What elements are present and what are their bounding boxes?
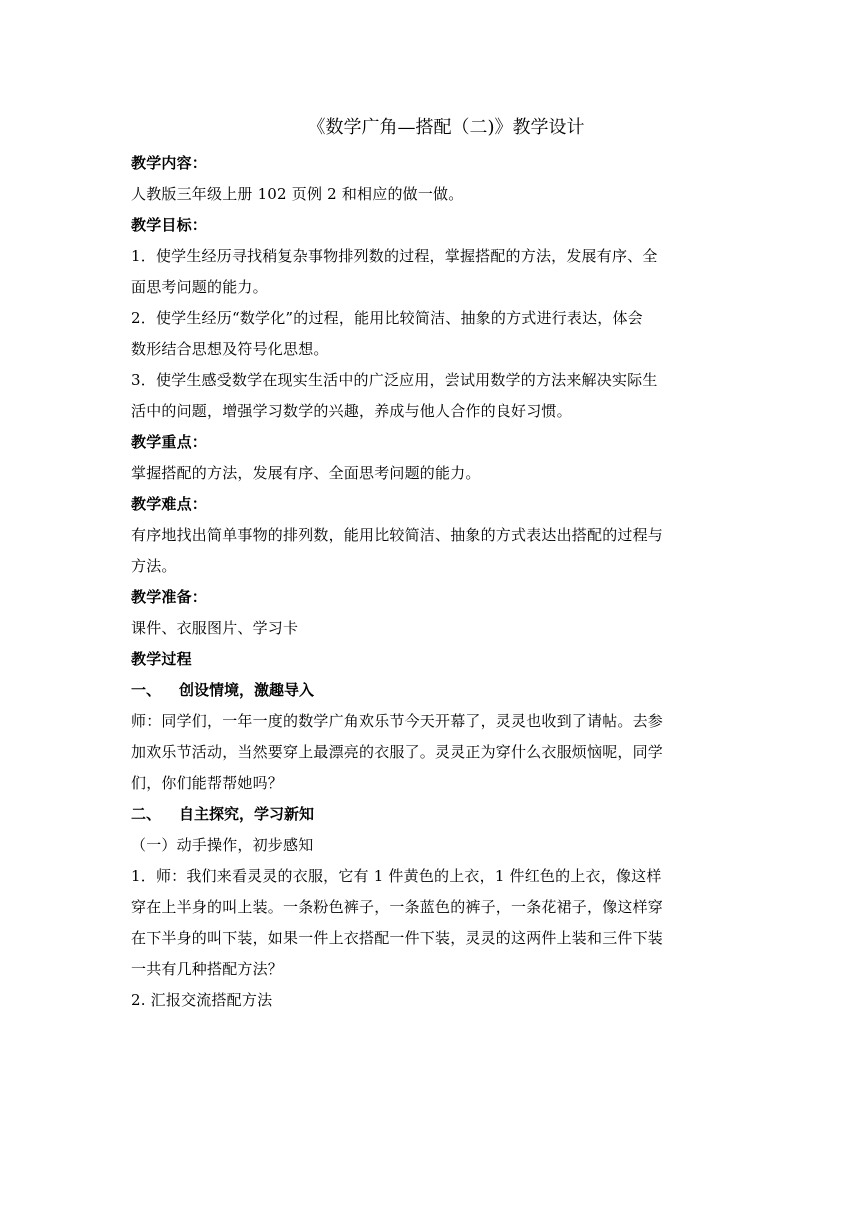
goal-1-line-2: 面思考问题的能力。 xyxy=(131,278,268,296)
section-2-item-2: 2. 汇报交流搭配方法 xyxy=(131,991,273,1009)
preparation-heading: 教学准备： xyxy=(131,588,208,606)
section-2-item-1-line-1: 1．师：我们来看灵灵的衣服，它有 1 件黄色的上衣，1 件红色的上衣，像这样 xyxy=(131,867,662,885)
section-2-item-1-line-4: 一共有几种搭配方法？ xyxy=(131,960,284,978)
document-page xyxy=(131,112,731,1016)
goal-2-line-2: 数形结合思想及符号化思想。 xyxy=(131,340,329,358)
section-2-title: 自主探究，学习新知 xyxy=(179,805,315,823)
difficulty-line-2: 方法。 xyxy=(131,557,177,575)
document-title: 《数学广角—搭配（二)》教学设计 xyxy=(307,117,585,138)
goal-3-line-2: 活中的问题，增强学习数学的兴趣，养成与他人合作的良好习惯。 xyxy=(131,402,572,420)
section-2-subheading: （一）动手操作，初步感知 xyxy=(131,836,314,854)
goal-2-line-1: 2．使学生经历“数学化”的过程，能用比较简洁、抽象的方式进行表达，体会 xyxy=(131,309,643,327)
section-2-item-1-line-3: 在下半身的叫下装，如果一件上衣搭配一件下装，灵灵的这两件上装和三件下装 xyxy=(131,929,664,947)
goals-heading: 教学目标： xyxy=(131,216,208,234)
goal-3-line-1: 3．使学生感受数学在现实生活中的广泛应用，尝试用数学的方法来解决实际生 xyxy=(131,371,658,389)
content-heading: 教学内容： xyxy=(131,154,208,172)
preparation-text: 课件、衣服图片、学习卡 xyxy=(131,619,299,637)
section-1-line-1: 师：同学们，一年一度的数学广角欢乐节今天开幕了，灵灵也收到了请帖。去参 xyxy=(131,712,664,730)
difficulty-line-1: 有序地找出简单事物的排列数，能用比较简洁、抽象的方式表达出搭配的过程与 xyxy=(131,526,664,544)
section-2-item-1-line-2: 穿在上半身的叫上装。一条粉色裤子，一条蓝色的裤子，一条花裙子，像这样穿 xyxy=(131,898,664,916)
section-1-title: 创设情境，激趣导入 xyxy=(179,681,315,699)
content-text: 人教版三年级上册 102 页例 2 和相应的做一做。 xyxy=(131,185,464,203)
difficulty-heading: 教学难点： xyxy=(131,495,208,513)
section-2-number: 二、 xyxy=(131,805,162,823)
section-1-line-3: 们，你们能帮帮她吗？ xyxy=(131,774,284,792)
key-point-heading: 教学重点： xyxy=(131,433,208,451)
key-point-text: 掌握搭配的方法，发展有序、全面思考问题的能力。 xyxy=(131,464,481,482)
section-1-line-2: 加欢乐节活动，当然要穿上最漂亮的衣服了。灵灵正为穿什么衣服烦恼呢，同学 xyxy=(131,743,664,761)
goal-1-line-1: 1．使学生经历寻找稍复杂事物排列数的过程，掌握搭配的方法，发展有序、全 xyxy=(131,247,658,265)
process-heading: 教学过程 xyxy=(131,650,192,668)
section-2-heading xyxy=(131,799,731,830)
section-1-number: 一、 xyxy=(131,681,162,699)
section-1-heading xyxy=(131,675,731,706)
